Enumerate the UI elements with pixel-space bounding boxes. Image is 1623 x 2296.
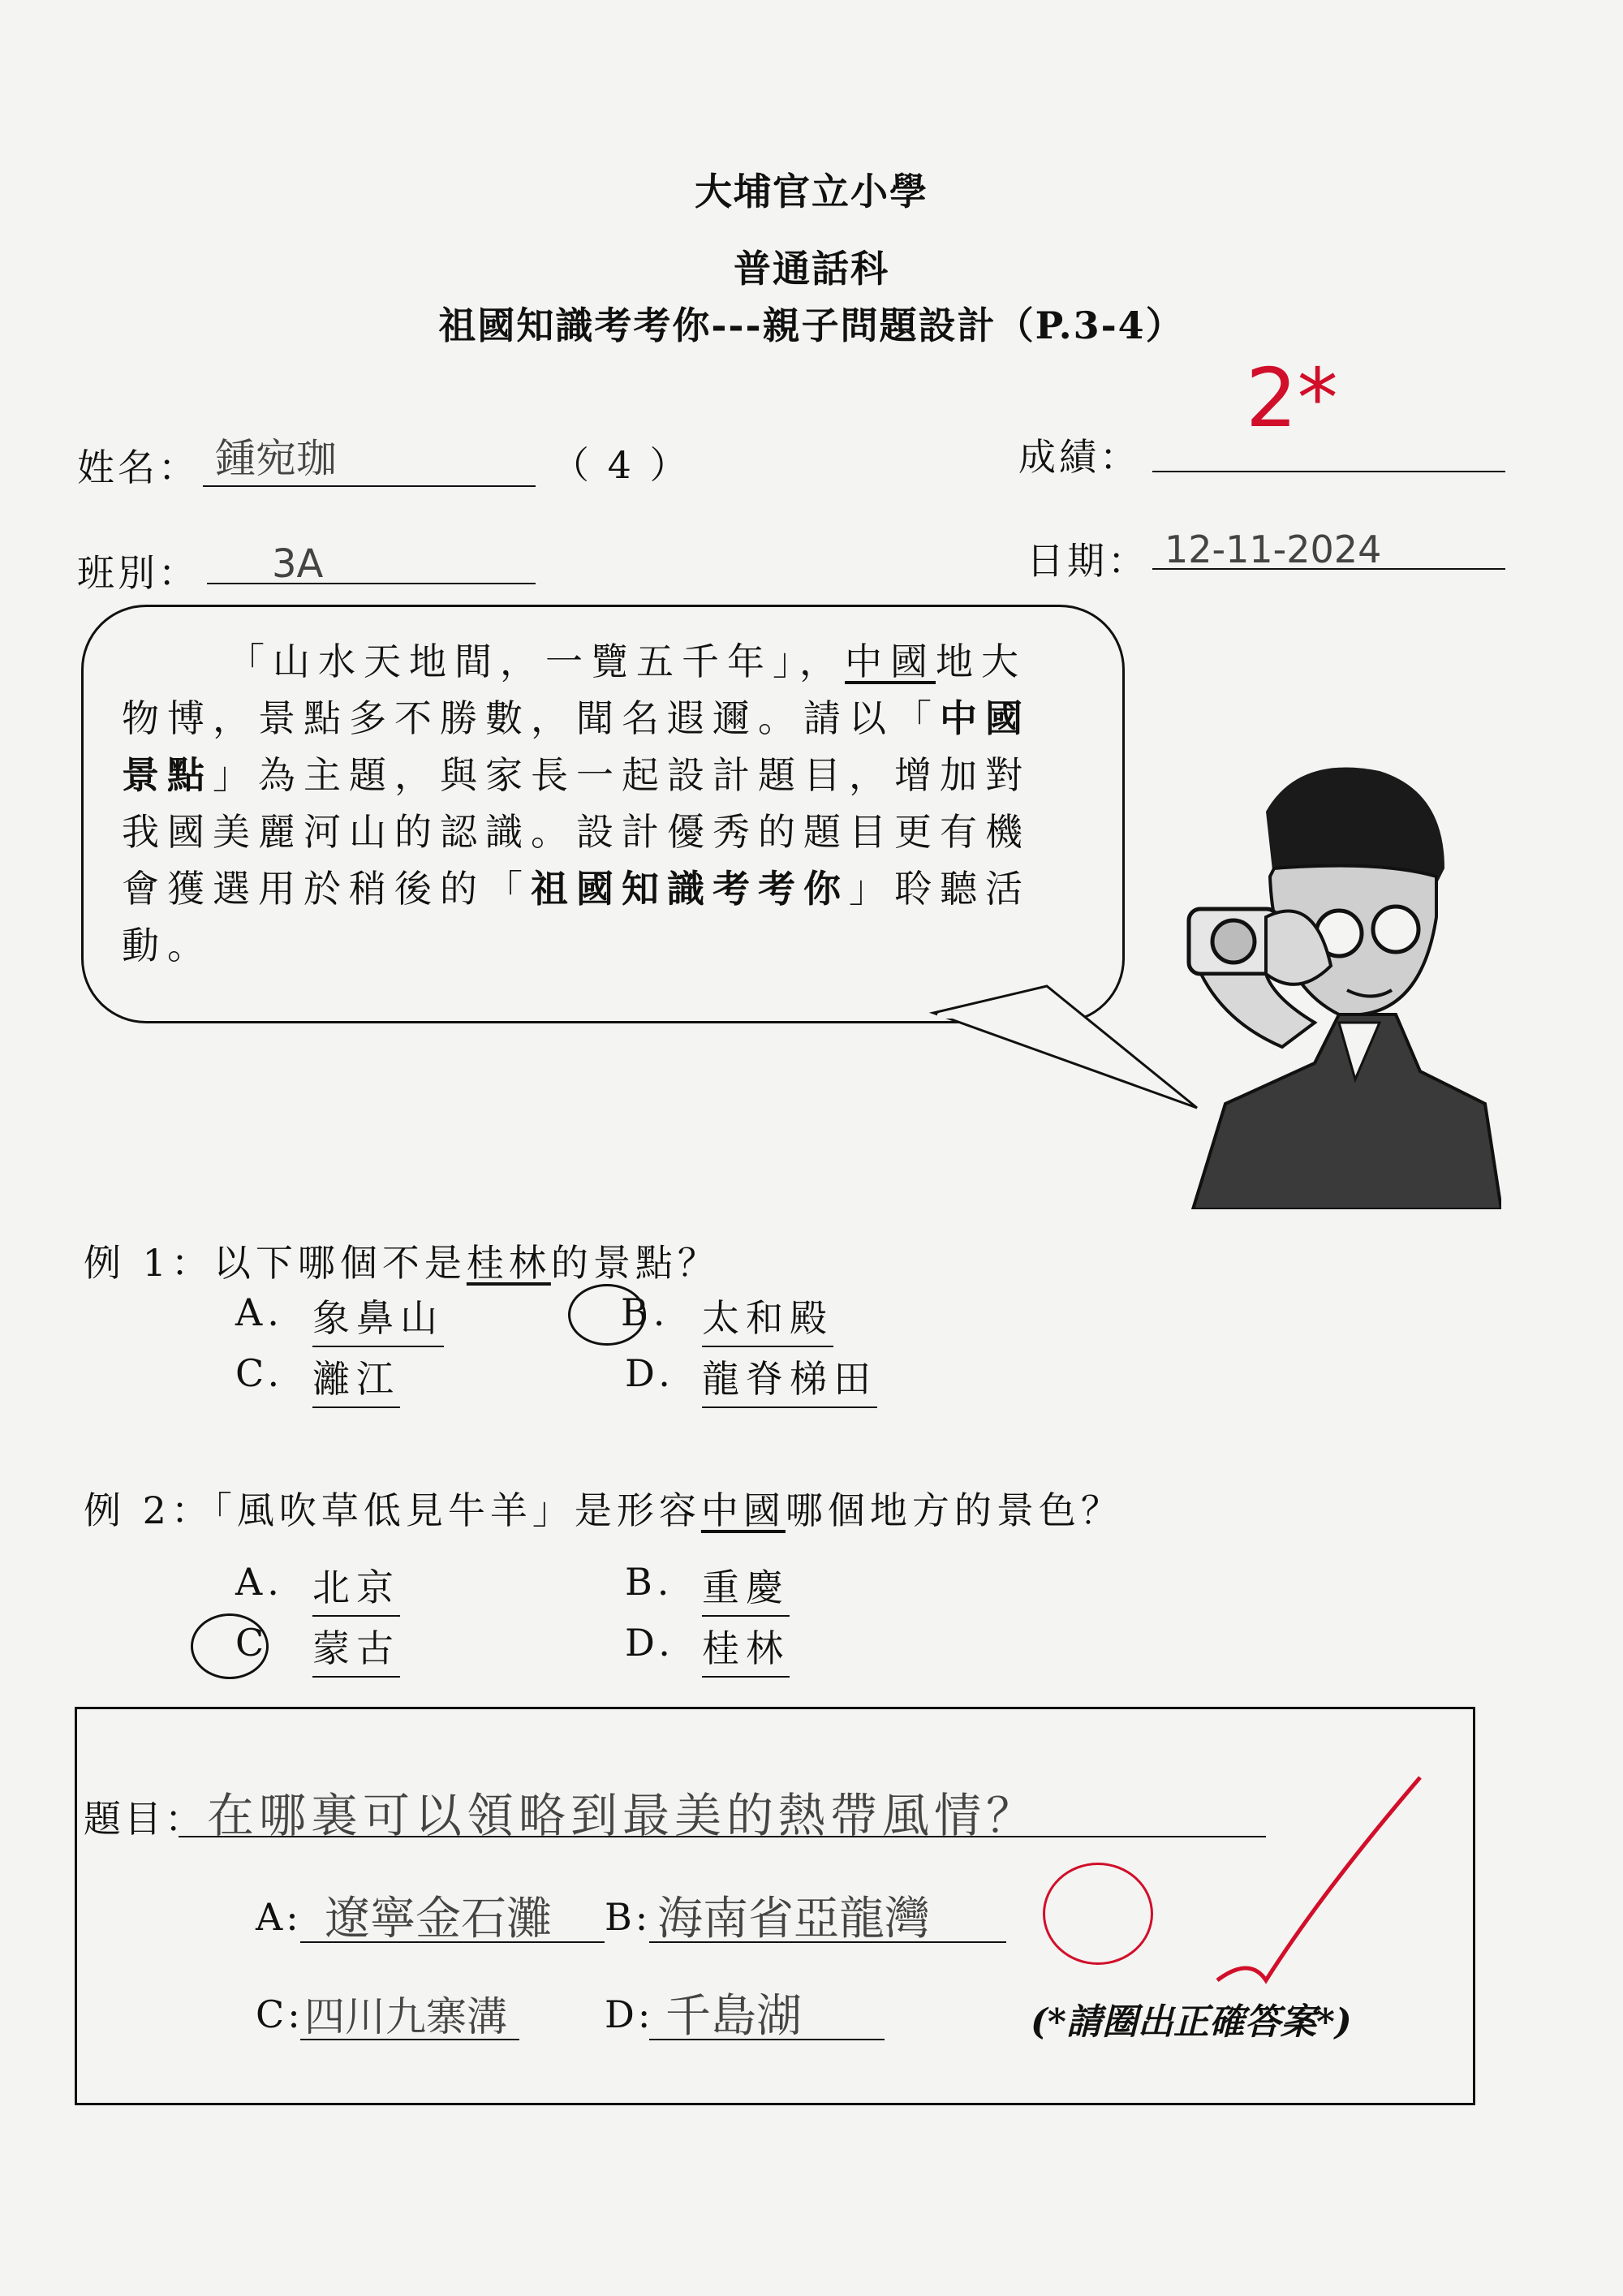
- example2-option-c: 蒙古: [312, 1619, 400, 1678]
- example2-option-b-letter: B.: [625, 1560, 674, 1604]
- option-a-label: A:: [256, 1895, 302, 1939]
- intro-line-6: 動。: [122, 924, 213, 967]
- class-label: 班別：: [77, 551, 199, 595]
- option-b-label: B:: [605, 1895, 652, 1939]
- grade-label: 成績：: [1018, 435, 1140, 479]
- question-value[interactable]: 在哪裏可以領略到最美的熱帶風情？: [207, 1788, 1039, 1843]
- example1-option-d: 龍脊梯田: [702, 1350, 877, 1408]
- worksheet-title: 祖國知識考考你---親子問題設計（P.3-4）: [438, 304, 1185, 347]
- intro-line-4: 我國美麗河山的認識。設計優秀的題目更有機: [122, 810, 1031, 854]
- example1-option-b-letter: B.: [621, 1290, 670, 1334]
- photographer-illustration: [1177, 755, 1501, 1209]
- intro-line-1: 「山水天地間，一覽五千年」，中國地大: [227, 640, 1027, 683]
- example1-question: 例 1：以下哪個不是桂林的景點？: [84, 1241, 720, 1285]
- example2-option-a: 北京: [312, 1558, 400, 1617]
- option-c-value[interactable]: 四川九寨溝: [304, 1993, 507, 2040]
- name-label: 姓名：: [77, 446, 199, 489]
- example2-option-c-letter: C: [235, 1621, 269, 1665]
- option-d-value[interactable]: 千島湖: [665, 1990, 802, 2043]
- example1-option-b: 太和殿: [702, 1289, 833, 1347]
- example1-option-c: 灕江: [312, 1350, 400, 1408]
- example2-option-d-letter: D.: [625, 1621, 675, 1665]
- option-c-label: C:: [256, 1992, 304, 2036]
- grade-mark: 2*: [1246, 351, 1338, 446]
- class-value[interactable]: 3A: [272, 541, 324, 587]
- date-label: 日期：: [1027, 539, 1148, 583]
- example2-option-b: 重慶: [702, 1558, 790, 1617]
- example2-option-d: 桂林: [702, 1619, 790, 1678]
- school-name: 大埔官立小學: [695, 170, 928, 213]
- option-a-value[interactable]: 遼寧金石灘: [325, 1893, 552, 1945]
- example1-option-a: 象鼻山: [312, 1289, 444, 1347]
- date-value[interactable]: 12-11-2024: [1165, 528, 1382, 571]
- correct-answer-circle: [1043, 1863, 1153, 1965]
- option-d-label: D:: [605, 1992, 654, 2036]
- option-b-value[interactable]: 海南省亞龍灣: [657, 1893, 930, 1945]
- circle-answer-note: (*請圈出正確答案*): [1031, 2001, 1352, 2043]
- subject-title: 普通話科: [734, 247, 889, 291]
- example1-option-a-letter: A.: [235, 1290, 284, 1334]
- intro-line-2: 物博，景點多不勝數，聞名遐邇。請以「中國: [122, 696, 1031, 740]
- class-number[interactable]: （ 4 ）: [552, 443, 691, 487]
- example1-option-c-letter: C.: [235, 1351, 285, 1395]
- name-value[interactable]: 鍾宛珈: [215, 435, 337, 482]
- intro-text: [122, 633, 1091, 974]
- intro-line-5: 會獲選用於稍後的「祖國知識考考你」聆聽活: [122, 867, 1031, 911]
- example2-option-a-letter: A.: [235, 1560, 284, 1604]
- check-mark: [1201, 1769, 1444, 2013]
- question-label: 題目：: [84, 1797, 205, 1841]
- example1-option-d-letter: D.: [625, 1351, 675, 1395]
- intro-line-3: 景點」為主題，與家長一起設計題目，增加對: [122, 753, 1031, 797]
- example2-question: 例 2：「風吹草低見牛羊」是形容中國哪個地方的景色？: [84, 1488, 1123, 1532]
